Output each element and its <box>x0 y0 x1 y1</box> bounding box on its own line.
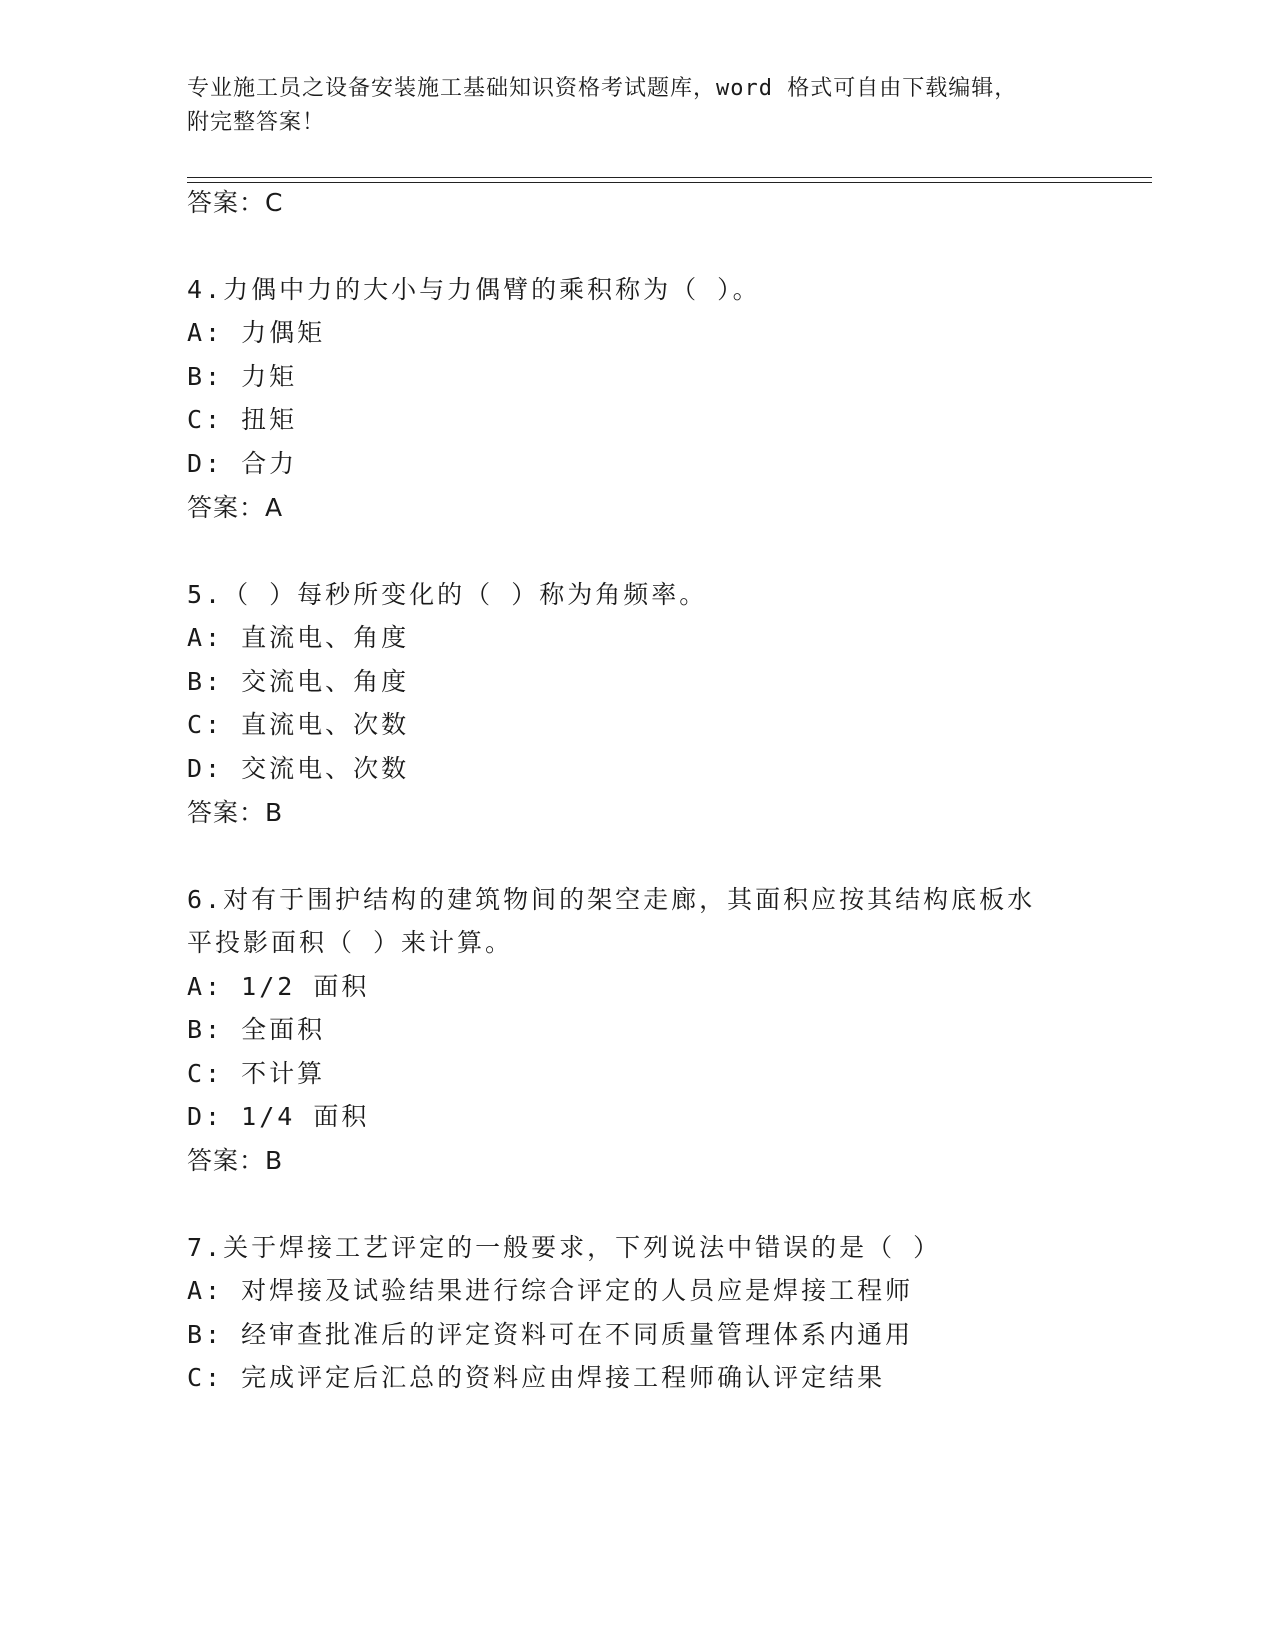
question-4-option-a: A: 力偶矩 <box>187 318 326 347</box>
question-5-option-d: D: 交流电、次数 <box>187 754 410 783</box>
question-6-option-d: D: 1/4 面积 <box>187 1102 370 1131</box>
question-6-option-c: C: 不计算 <box>187 1059 326 1088</box>
question-6-answer: 答案：B <box>187 1146 284 1175</box>
question-5-stem: 5.（ ）每秒所变化的（ ）称为角频率。 <box>187 580 708 609</box>
question-6-option-a: A: 1/2 面积 <box>187 972 370 1001</box>
header-line-1: 专业施工员之设备安装施工基础知识资格考试题库，word 格式可自由下载编辑， <box>187 76 1018 101</box>
question-7-option-b: B: 经审查批准后的评定资料可在不同质量管理体系内通用 <box>187 1320 914 1349</box>
question-6-stem-line-1: 6.对有于围护结构的建筑物间的架空走廊，其面积应按其结构底板水 <box>187 885 1036 914</box>
question-7-stem: 7.关于焊接工艺评定的一般要求，下列说法中错误的是（ ） <box>187 1233 942 1262</box>
question-5-answer: 答案：B <box>187 798 284 827</box>
question-5-option-c: C: 直流电、次数 <box>187 710 410 739</box>
question-4-stem: 4.力偶中力的大小与力偶臂的乘积称为（ ）。 <box>187 275 761 304</box>
question-7-option-a: A: 对焊接及试验结果进行综合评定的人员应是焊接工程师 <box>187 1276 914 1305</box>
question-4-option-d: D: 合力 <box>187 449 298 478</box>
question-5-option-b: B: 交流电、角度 <box>187 667 410 696</box>
question-7-option-c: C: 完成评定后汇总的资料应由焊接工程师确认评定结果 <box>187 1363 886 1392</box>
question-4-answer: 答案：A <box>187 493 284 522</box>
document-header <box>187 72 1087 140</box>
header-line-2: 附完整答案！ <box>187 110 326 135</box>
question-4-option-b: B: 力矩 <box>187 362 298 391</box>
question-4-option-c: C: 扭矩 <box>187 405 298 434</box>
question-5-option-a: A: 直流电、角度 <box>187 623 410 652</box>
question-6-stem-line-2: 平投影面积（ ）来计算。 <box>187 928 514 957</box>
answer-previous: 答案：C <box>187 188 284 217</box>
question-6-option-b: B: 全面积 <box>187 1015 326 1044</box>
header-rule-top <box>187 177 1152 178</box>
header-rule-bottom <box>187 182 1152 183</box>
